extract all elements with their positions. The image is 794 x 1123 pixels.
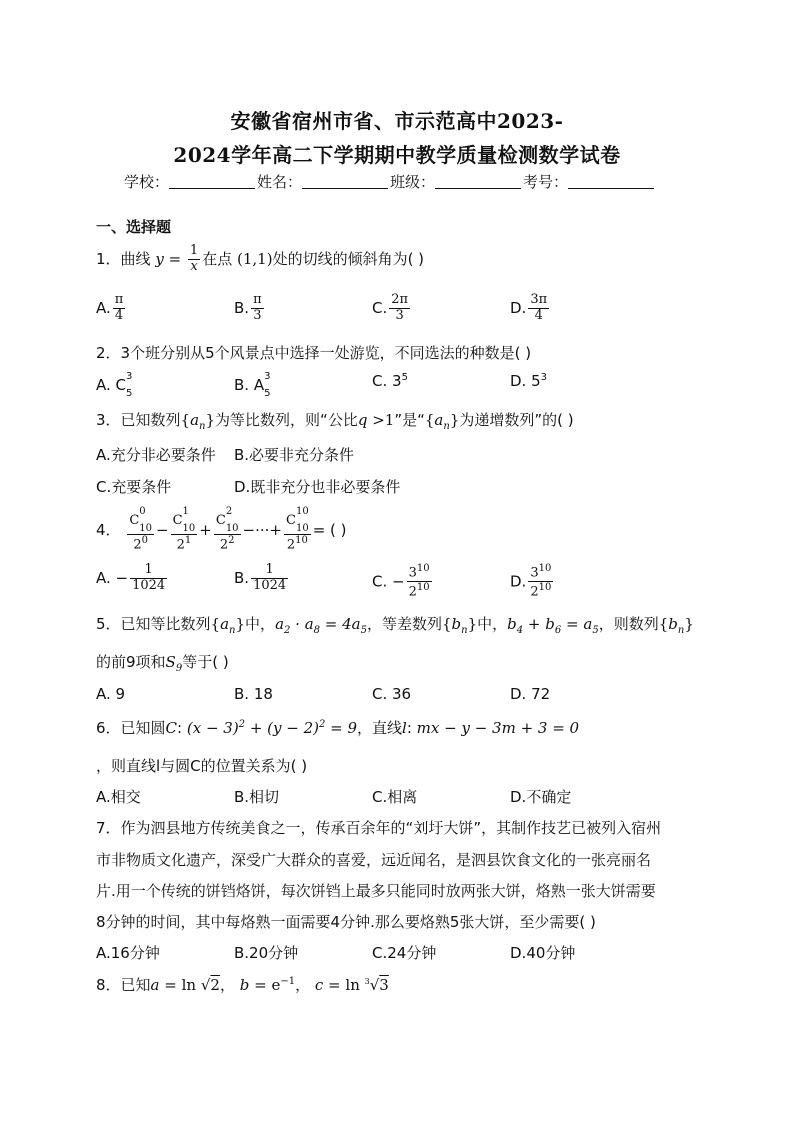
- question-7-line2: 市非物质文化遗产，深受广大群众的喜爱，远近闻名，是泗县饮食文化的一张亮丽名: [96, 851, 652, 869]
- q3-option-c[interactable]: C.充要条件: [96, 478, 172, 496]
- q6-option-d[interactable]: D.不确定: [510, 788, 572, 806]
- q6-option-b[interactable]: B.相切: [234, 788, 280, 806]
- exam-title-line2: 2024学年高二下学期期中教学质量检测数学试卷: [173, 143, 621, 167]
- q2-option-b[interactable]: B. $A^3$ $_5$: [234, 371, 271, 400]
- number-label: 考号：: [523, 173, 569, 191]
- q6-option-c[interactable]: C.相离: [372, 788, 418, 806]
- question-6: 6．已知圆C: $(x - 3)^2 + (y - 2)^2 = 9$，直线l: mx − y − 3m + 3 = 0: [96, 719, 580, 737]
- q2-option-c[interactable]: C. $3^5$: [372, 372, 408, 390]
- question-8: 8．已知a = ln √2， $b = e^{-1}$， c = ln $^3$√3: [96, 976, 389, 994]
- student-info-row: [124, 171, 656, 192]
- q1-stem-b: 在点: [202, 249, 233, 268]
- class-label: 班级：: [390, 173, 436, 191]
- q7-option-c[interactable]: C.24分钟: [372, 944, 437, 962]
- q1-stem-a: 1．曲线: [96, 249, 151, 268]
- question-2: 2．3个班分别从5个风景点中选择一处游览，不同选法的种数是( ): [96, 344, 532, 362]
- q1-frac: $\frac{1}{x}$: [189, 243, 199, 274]
- q7-option-d[interactable]: D.40分钟: [510, 944, 576, 962]
- question-4: 4． $C^0$ $_{10}$ $2^0$ − $C^1$ $_{10}$ $2^1$ + $C^2$ $_{10}$ $2^2$ −···+ $C^{10}$ $_{10}$ $2^{10}$ = ( ): [96, 506, 347, 553]
- q4-option-d[interactable]: D. $\frac{3^{10}}{2^{10}}$: [510, 563, 552, 600]
- q5-option-b[interactable]: B. 18: [234, 685, 273, 703]
- q1-math-y: y =: [155, 249, 186, 268]
- question-7-line4: 8分钟的时间，其中每烙熟一面需要4分钟.那么要烙熟5张大饼，至少需要( ): [96, 913, 596, 931]
- question-5: 5．已知等比数列$\{a_n\}$中，$a_2 \cdot a_8 = 4a_5$，等差数列$\{b_n\}$中，$b_4 + b_6 = a_5$，则数列$\{b_n\}$: [96, 615, 694, 636]
- q1-point: (1,1): [237, 249, 273, 268]
- q2-option-d[interactable]: D. $5^3$: [510, 372, 548, 390]
- question-3: 3．已知数列$\{a_n\}$为等比数列，则“公比q >1”是“$\{a_n\}$为递增数列”的( ): [96, 411, 574, 432]
- q1-option-d[interactable]: D. $\frac{3\pi}{4}$: [510, 292, 548, 323]
- name-blank[interactable]: [302, 174, 388, 189]
- name-label: 姓名：: [257, 173, 303, 191]
- q3-option-d[interactable]: D.既非充分也非必要条件: [234, 478, 401, 496]
- q7-option-b[interactable]: B.20分钟: [234, 944, 299, 962]
- q4-option-b[interactable]: B. $\frac{1}{1024}$: [234, 562, 287, 593]
- school-blank[interactable]: [169, 174, 255, 189]
- question-7-line1: 7．作为泗县地方传统美食之一，传承百余年的“刘圩大饼”，其制作技艺已被列入宿州: [96, 819, 662, 837]
- class-blank[interactable]: [435, 174, 521, 189]
- q5-option-a[interactable]: A. 9: [96, 685, 126, 703]
- section-heading: 一、选择题: [96, 218, 172, 236]
- q1-option-a[interactable]: A. $\frac{\pi}{4}$: [96, 292, 124, 323]
- q5-option-c[interactable]: C. 36: [372, 685, 412, 703]
- q4-option-c[interactable]: C. − $\frac{3^{10}}{2^{10}}$: [372, 563, 430, 600]
- q3-option-b[interactable]: B.必要非充分条件: [234, 446, 355, 464]
- exam-title-line1: 安徽省宿州市省、市示范高中2023-: [230, 109, 564, 133]
- q4-option-a[interactable]: A. − $\frac{1}{1024}$: [96, 562, 166, 593]
- school-label: 学校：: [124, 173, 170, 191]
- q1-option-b[interactable]: B. $\frac{\pi}{3}$: [234, 292, 262, 323]
- q5-option-d[interactable]: D. 72: [510, 685, 551, 703]
- q1-stem-c: 处的切线的倾斜角为( ): [272, 249, 425, 268]
- question-5-line2: 的前9项和$S_9$等于( ): [96, 653, 229, 674]
- q7-option-a[interactable]: A.16分钟: [96, 944, 160, 962]
- question-7-line3: 片.用一个传统的饼铛烙饼，每次饼铛上最多只能同时放两张大饼，烙熟一张大饼需要: [96, 882, 656, 900]
- q2-option-a[interactable]: A. $C^3$ $_5$: [96, 371, 133, 400]
- q6-option-a[interactable]: A.相交: [96, 788, 141, 806]
- q1-option-c[interactable]: C. $\frac{2\pi}{3}$: [372, 292, 409, 323]
- question-6-line2: ，则直线l与圆C的位置关系为( ): [96, 757, 308, 775]
- question-1: [96, 244, 424, 275]
- number-blank[interactable]: [568, 174, 654, 189]
- q3-option-a[interactable]: A.充分非必要条件: [96, 446, 216, 464]
